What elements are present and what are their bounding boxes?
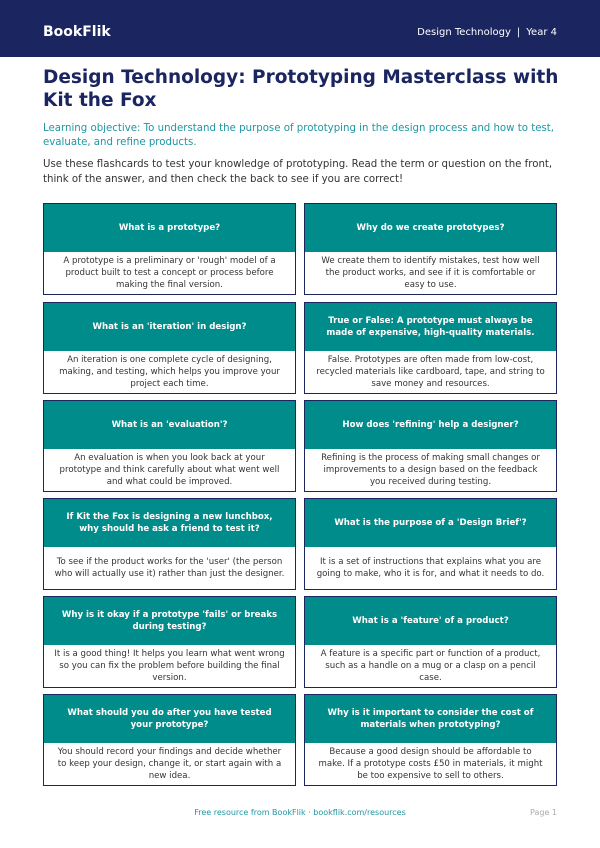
flashcard-answer: Refining is the process of making small changes or improvements to a design based on the feedback you received during testing. — [321, 453, 540, 487]
flashcard-question: What should you do after you have tested your prototype? — [44, 695, 295, 743]
flashcard-answer: We create them to identify mistakes, test how well the product works, and see if it is comfortable or easy to use. — [321, 256, 540, 290]
breadcrumb-separator: | — [516, 27, 521, 38]
flashcard-question: What is an 'iteration' in design? — [44, 303, 295, 351]
flashcard-answer: To see if the product works for the 'user' (the person who will actually use it) rather than just the designer. — [54, 557, 285, 579]
flashcard-answer: An evaluation is when you look back at your prototype and think carefully about what went well and what could be improved. — [59, 453, 280, 487]
flashcard-answer: It is a set of instructions that explains what you are going to make, who it is for, and what it needs to do. — [316, 557, 545, 579]
flashcard[interactable] — [304, 302, 557, 394]
flashcard-question: Why do we create prototypes? — [305, 204, 556, 252]
flashcard-question: True or False: A prototype must always be made of expensive, high-quality materials. — [305, 303, 556, 351]
brand-logo[interactable]: BookFlik — [43, 24, 111, 40]
flashcard-question: What is a 'feature' of a product? — [305, 597, 556, 645]
flashcard[interactable] — [43, 498, 296, 590]
flashcard[interactable] — [43, 400, 296, 492]
page-title: Design Technology: Prototyping Masterclass with Kit the Fox — [43, 67, 559, 111]
flashcard-answer: A feature is a specific part or function of a product, such as a handle on a mug or a clasp on a pencil case. — [320, 649, 541, 683]
flashcard[interactable] — [304, 596, 557, 688]
flashcard-question: What is the purpose of a 'Design Brief'? — [305, 499, 556, 547]
breadcrumb-subject: Design Technology — [417, 27, 511, 38]
breadcrumb-year: Year 4 — [526, 27, 557, 38]
flashcard-answer: Because a good design should be affordable to make. If a prototype costs £50 in materials, it might be too expensive to sell to others. — [318, 747, 543, 781]
flashcard[interactable] — [43, 694, 296, 786]
flashcard-answer: An iteration is one complete cycle of designing, making, and testing, which helps you improve your project each time. — [59, 355, 280, 389]
flashcard[interactable] — [304, 203, 557, 295]
flashcard[interactable] — [304, 498, 557, 590]
footer-link[interactable]: Free resource from BookFlik · bookflik.com/resources — [194, 808, 406, 817]
intro-text: Use these flashcards to test your knowledge of prototyping. Read the term or question on the front, think of the answer, and then check the back to see if you are correct! — [43, 159, 553, 185]
flashcard[interactable] — [304, 694, 557, 786]
flashcard-question: If Kit the Fox is designing a new lunchbox, why should he ask a friend to test it? — [44, 499, 295, 547]
flashcard-question: How does 'refining' help a designer? — [305, 401, 556, 449]
flashcard-answer: A prototype is a preliminary or 'rough' model of a product built to test a concept or process before making the final version. — [63, 256, 276, 290]
flashcard-question: What is an 'evaluation'? — [44, 401, 295, 449]
breadcrumb — [417, 26, 557, 40]
flashcard-question: Why is it important to consider the cost of materials when prototyping? — [305, 695, 556, 743]
page-number: Page 1 — [530, 808, 557, 817]
flashcard[interactable] — [43, 203, 296, 295]
top-bar — [0, 0, 600, 57]
flashcard[interactable] — [43, 596, 296, 688]
flashcard-question: Why is it okay if a prototype 'fails' or breaks during testing? — [44, 597, 295, 645]
flashcard-answer: False. Prototypes are often made from low-cost, recycled materials like cardboard, tape, and string to save money and resources. — [316, 355, 545, 389]
flashcard-question: What is a prototype? — [44, 204, 295, 252]
learning-objective: Learning objective: To understand the purpose of prototyping in the design process and how to test, evaluate, and refine products. — [43, 123, 555, 148]
flashcard[interactable] — [43, 302, 296, 394]
flashcard[interactable] — [304, 400, 557, 492]
flashcard-answer: It is a good thing! It helps you learn what went wrong so you can fix the problem before building the final version. — [54, 649, 285, 683]
flashcard-answer: You should record your findings and decide whether to keep your design, change it, or start again with a new idea. — [57, 747, 282, 781]
